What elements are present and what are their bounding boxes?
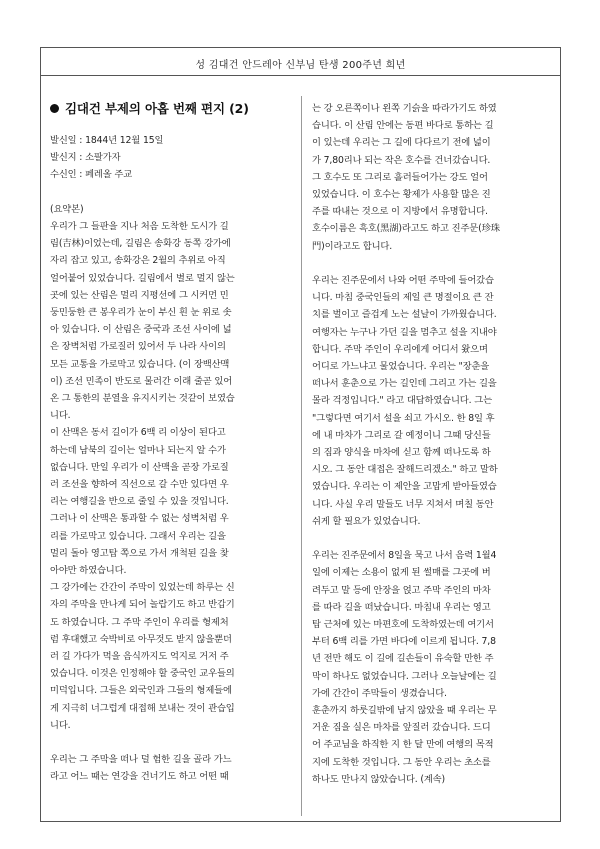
body-line: 그러나 이 산맥은 통과할 수 없는 성벽처럼 우 — [50, 513, 229, 525]
body-line: 모든 교통을 가로막고 있습니다. (이 장백산맥 — [50, 358, 230, 370]
body-line: 얼어붙어 있었습니다. 길림에서 별로 멀지 않는 — [50, 272, 235, 284]
bullet-icon — [50, 104, 59, 113]
body-line: 리를 가로막고 있습니다. 그래서 우리는 길을 — [50, 530, 226, 542]
body-line: 였습니다. 우리는 이 제안을 고맙게 받아들였습 — [312, 481, 497, 493]
letter-meta — [50, 132, 293, 184]
body-line: 일에 이제는 소용이 없게 된 썰매를 그곳에 버 — [312, 567, 491, 579]
body-line: 림(吉林)이었는데, 길림은 송화강 동쪽 강가에 — [50, 238, 231, 250]
body-line: 이 있는데 우리는 그 길에 다다르기 전에 넓이 — [312, 137, 491, 149]
body-line: 습니다. 이 산림 안에는 동편 바다로 통하는 길 — [312, 120, 494, 132]
body-line: 없습니다. 만일 우리가 이 산맥을 곧장 가로질 — [50, 461, 229, 473]
body-line: 우리는 진주문에서 나와 어떤 주막에 들어갔습 — [312, 275, 494, 287]
body-line: 이 산맥은 동서 길이가 6백 리 이상이 된다고 — [50, 427, 226, 439]
body-line: 지에 도착한 것입니다. 그 동안 우리는 초소를 — [312, 756, 491, 768]
body-line: 쉬게 할 필요가 있었습니다. — [312, 515, 421, 527]
body-line: 가 7,80리나 되는 작은 호수를 건너갔습니다. — [312, 154, 491, 166]
body-line: 를 따라 길을 떠났습니다. 마침내 우리는 영고 — [312, 601, 491, 613]
body-line: 우리가 그 들판을 지나 처음 도착한 도시가 길 — [50, 221, 229, 232]
body-line: 멀리 돌아 영고탑 쪽으로 가서 개척된 길을 찾 — [50, 547, 229, 559]
body-line: 몰라 걱정입니다." 라고 대답하였습니다. 그는 — [312, 395, 492, 407]
left-body-text — [50, 218, 293, 786]
body-line: 그 호수도 또 그리로 흘러들어가는 강도 얼어 — [312, 171, 488, 183]
body-line: 었습니다. 이것은 인정해야 할 중국인 교우들의 — [50, 668, 235, 680]
body-line: 이) 조선 민족이 반도로 물러간 이래 줄곧 있어 — [50, 375, 233, 387]
newsletter-header: 성 김대건 안드레아 신부님 탄생 200주년 희년 — [195, 60, 406, 71]
body-line: 려두고 말 등에 안장을 얹고 주막 주인의 마차 — [312, 584, 491, 596]
body-line: 는 강 오른쪽이나 왼쪽 기슭을 따라가기도 하였 — [312, 103, 497, 114]
body-line: 에 내 마차가 그리로 갈 예정이니 그때 당신들 — [312, 429, 491, 441]
body-line: 러 길 가다가 먹을 음식까지도 억지로 거저 주 — [50, 651, 229, 663]
letter-title — [50, 100, 293, 118]
body-line: 떠나서 훈춘으로 가는 길인데 그리고 가는 길을 — [312, 378, 497, 390]
body-line: 막이 하나도 없었습니다. 그러나 오늘날에는 길 — [312, 670, 497, 682]
body-line: 게 지극히 너그럽게 대접해 보내는 것이 관습입 — [50, 702, 235, 714]
body-line: 하나도 만나지 않았습니다. (계속) — [312, 773, 445, 785]
summary-label: (요약본) — [50, 203, 84, 215]
column-divider — [301, 96, 302, 816]
body-line: 호수이름은 흑호(黑湖)라고도 하고 진주문(珍珠 — [312, 223, 500, 235]
body-line: 라고 어느 때는 연강을 건너기도 하고 어떤 때 — [50, 771, 229, 783]
body-line: 둥민둥한 큰 봉우리가 눈이 부신 흰 눈 위로 솟 — [50, 307, 232, 319]
body-line: 부터 6백 리를 가면 바다에 이르게 됩니다. 7,8 — [312, 636, 496, 648]
body-line: "그렇다면 여기서 설을 쇠고 가시오. 한 8일 후 — [312, 412, 495, 424]
meta-recipient: 수신인 : 페레올 주교 — [50, 169, 133, 181]
body-line: 니다. — [50, 410, 71, 422]
body-line: 아야만 하였습니다. — [50, 565, 127, 577]
body-line: 곳에 있는 산림은 멀리 지평선에 그 시커먼 민 — [50, 289, 229, 301]
letter-title-text: 김대건 부제의 아홉 번째 편지 (2) — [65, 101, 249, 116]
body-line: 시오. 그 동안 대접은 잘해드리겠소." 하고 말하 — [312, 464, 498, 476]
left-column — [50, 100, 293, 786]
body-line: 온 그 통한의 분열을 유지시키는 것같이 보였습 — [50, 393, 235, 405]
body-line: 니다. — [50, 719, 71, 731]
right-column — [312, 100, 552, 788]
body-line: 있었습니다. 이 호수는 황제가 사용할 많은 진 — [312, 189, 491, 201]
body-line: 하는데 남북의 길이는 얼마나 되는지 알 수가 — [50, 444, 226, 456]
right-body-text — [312, 100, 552, 788]
body-line: 도 하였습니다. 그 주막 주인이 우리를 형제처 — [50, 616, 229, 628]
body-line: 자의 주막을 만나게 되어 놀랍기도 하고 반갑기 — [50, 599, 235, 611]
header-rule — [40, 75, 561, 76]
meta-sent-date: 발신일 : 1844년 12월 15일 — [50, 135, 164, 146]
body-line: 치를 벌이고 즐겁게 노는 설날이 가까웠습니다. — [312, 309, 497, 321]
body-line: 합니다. 주막 주인이 우리에게 어디서 왔으며 — [312, 343, 488, 355]
body-line: 가에 간간이 주막들이 생겼습니다. — [312, 687, 447, 699]
body-line: 미덕입니다. 그들은 외국인과 그들의 형제들에 — [50, 685, 232, 697]
body-line: 거운 짐을 실은 마차를 앞질러 갔습니다. 드디 — [312, 722, 491, 734]
body-line: 어디로 가느냐고 물었습니다. 우리는 "장춘을 — [312, 361, 490, 373]
body-line: 어 주교님을 하직한 지 한 달 만에 여행의 목적 — [312, 739, 494, 751]
body-line: 그 강가에는 간간이 주막이 있었는데 하루는 신 — [50, 582, 235, 594]
body-line: 탑 근처에 있는 마편호에 도착하였는데 여기서 — [312, 619, 494, 631]
body-line: 우리는 진주문에서 8일을 묵고 나서 음력 1월4 — [312, 550, 497, 562]
body-line — [312, 255, 552, 272]
body-line: 門)이라고도 합니다. — [312, 240, 393, 252]
body-line: 년 전만 해도 이 길에 길손들이 유숙할 만한 주 — [312, 653, 494, 665]
meta-sent-place: 발신지 : 소팔가자 — [50, 152, 121, 164]
body-line: 주를 따내는 것으로 이 지방에서 유명합니다. — [312, 206, 488, 218]
body-line: 아 있습니다. 이 산림은 중국과 조선 사이에 넓 — [50, 324, 232, 336]
body-line: 여행자는 누구나 가던 길을 멈추고 설을 지내야 — [312, 326, 497, 338]
body-line — [312, 530, 552, 547]
body-line: 은 장벽처럼 가로질러 있어서 두 나라 사이의 — [50, 341, 226, 353]
body-line: 자리 잡고 있고, 송화강은 2월의 추위로 아직 — [50, 255, 226, 267]
body-line — [50, 734, 293, 751]
body-line: 훈춘까지 하룻길밖에 남지 않았을 때 우리는 무 — [312, 705, 497, 717]
body-line: 러 조선을 향하여 직선으로 갈 수만 있다면 우 — [50, 479, 229, 491]
body-line: 니다. 사실 우리 말들도 너무 지쳐서 며칠 동안 — [312, 498, 494, 510]
body-line: 리는 여행길을 반으로 줄일 수 있을 것입니다. — [50, 496, 229, 508]
body-line: 니다. 마침 중국인들의 제일 큰 명절이요 큰 잔 — [312, 292, 494, 304]
body-line: 럼 후대했고 숙박비로 아무것도 받지 않을뿐더 — [50, 633, 232, 645]
body-line: 우리는 그 주막을 떠나 덜 험한 길을 골라 가느 — [50, 754, 232, 766]
body-line: 의 짐과 양식을 마차에 싣고 함께 떠나도록 하 — [312, 447, 491, 459]
